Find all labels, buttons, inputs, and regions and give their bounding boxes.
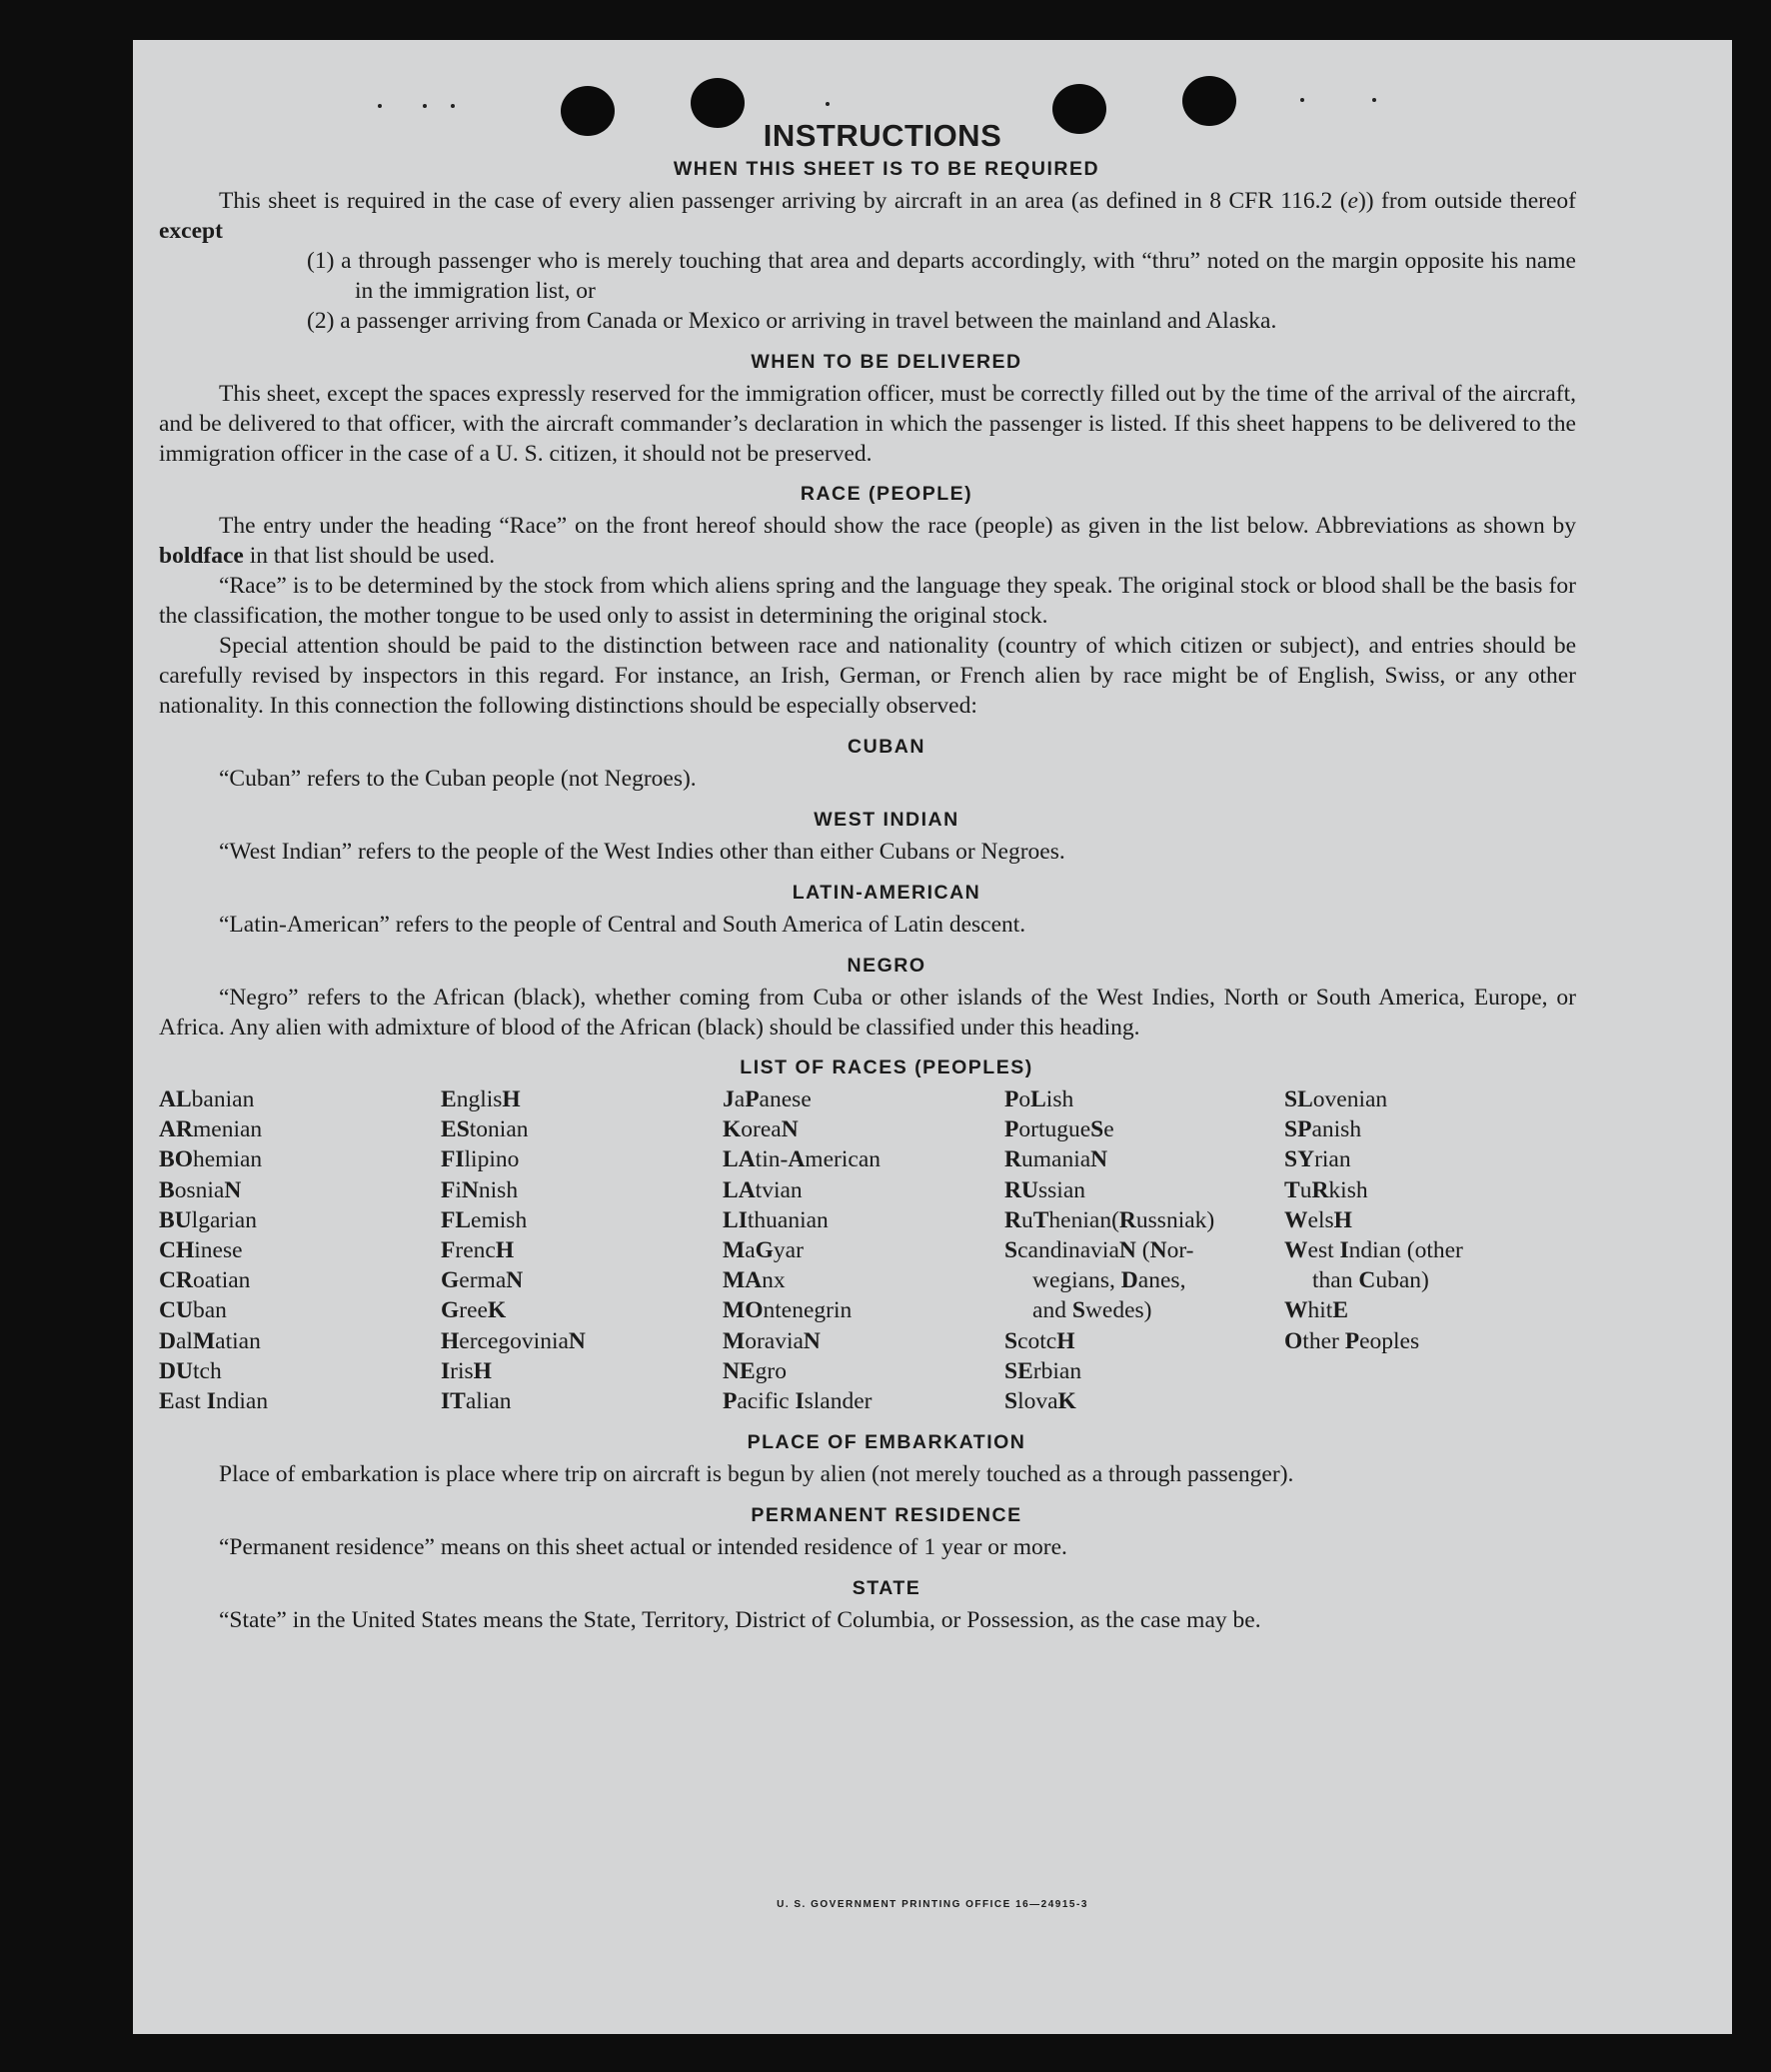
race-entry: and Swedes) xyxy=(1032,1297,1152,1324)
race-entry: CRoatian xyxy=(159,1267,251,1294)
negro-text: “Negro” refers to the African (black), whether coming from Cuba or other islands of the West Indies, North or South America, Europe, or Africa. Any alien with admixture of blood of the African (black) should be classified under this heading. xyxy=(159,985,1576,1040)
race-entry: HercegoviniaN xyxy=(441,1327,586,1354)
race-entry: West Indian (other xyxy=(1284,1237,1463,1264)
document-sheet xyxy=(133,40,1732,2034)
race-entry: CUban xyxy=(159,1297,227,1324)
race-entry: wegians, Danes, xyxy=(1032,1267,1186,1294)
embarkation-text: Place of embarkation is place where trip on aircraft is begun by alien (not merely touched as a through passenger). xyxy=(219,1461,1294,1488)
race-entry: TuRkish xyxy=(1284,1176,1368,1203)
required-intro-except: except xyxy=(159,218,223,244)
race-entry: MoraviaN xyxy=(723,1327,821,1354)
race-entry: ITalian xyxy=(441,1388,512,1415)
race-entry: Other Peoples xyxy=(1284,1327,1420,1354)
race-p3: Special attention should be paid to the distinction between race and nationality (country of which citizen or subject), and entries should be carefully revised by inspectors in this regard. For instance, an Irish, German, or French alien by race might be of English, Swiss, or any other nationality. In this connection the following distinctions should be especially observed: xyxy=(159,633,1576,719)
race-entry: CHinese xyxy=(159,1237,243,1264)
race-entry: Pacific Islander xyxy=(723,1388,873,1415)
race-entry: RumaniaN xyxy=(1004,1146,1108,1173)
race-entry: MaGyar xyxy=(723,1237,804,1264)
required-item-1: (1) a through passenger who is merely touching that area and departs accordingly, with “thru” noted on the margin opposite his name in the immigration list, or xyxy=(307,248,1576,304)
race-entry: IrisH xyxy=(441,1357,492,1384)
race-column xyxy=(723,1084,1004,1416)
west-indian-text: “West Indian” refers to the people of the West Indies other than either Cubans or Negroes. xyxy=(219,839,1065,865)
section-heading-latin-american: LATIN-AMERICAN xyxy=(792,882,981,904)
speck xyxy=(1372,98,1376,102)
race-p1-a: The entry under the heading “Race” on the front hereof should show the race (people) as given in the list below. Abbreviations as shown by xyxy=(219,513,1576,539)
race-entry: EnglisH xyxy=(441,1086,521,1112)
race-entry: FLemish xyxy=(441,1206,528,1233)
race-entry: SErbian xyxy=(1004,1357,1082,1384)
speck xyxy=(378,104,382,108)
race-entry: RuThenian(Russniak) xyxy=(1004,1206,1215,1233)
race-entry: SlovaK xyxy=(1004,1388,1076,1415)
race-p2: “Race” is to be determined by the stock from which aliens spring and the language they speak. The original stock or blood shall be the basis for the classification, the mother tongue to be used only to assist in determining the original stock. xyxy=(159,573,1576,629)
race-entry: LAtvian xyxy=(723,1176,803,1203)
required-intro-e: e xyxy=(1347,188,1358,214)
race-entry: BosniaN xyxy=(159,1176,242,1203)
race-entry: LAtin-American xyxy=(723,1146,881,1173)
section-heading-race: RACE (PEOPLE) xyxy=(800,483,973,505)
page-title: INSTRUCTIONS xyxy=(763,118,1002,153)
race-list xyxy=(159,1084,1584,1416)
section-heading-state: STATE xyxy=(852,1577,921,1600)
required-intro-b: )) from outside thereof xyxy=(1357,188,1576,214)
race-entry: KoreaN xyxy=(723,1116,799,1143)
race-entry: ARmenian xyxy=(159,1116,263,1143)
race-entry: DalMatian xyxy=(159,1327,261,1354)
residence-text: “Permanent residence” means on this sheet actual or intended residence of 1 year or more. xyxy=(219,1534,1067,1561)
race-entry: ScotcH xyxy=(1004,1327,1075,1354)
required-intro xyxy=(159,186,1576,246)
speck xyxy=(451,104,455,108)
race-entry: PortugueSe xyxy=(1004,1116,1114,1143)
race-p1-b: in that list should be used. xyxy=(243,543,496,569)
race-entry: MOntenegrin xyxy=(723,1297,853,1324)
state-text: “State” in the United States means the State, Territory, District of Columbia, or Possession, as the case may be. xyxy=(219,1607,1261,1634)
section-heading-west-indian: WEST INDIAN xyxy=(814,809,959,831)
race-p1 xyxy=(159,511,1576,571)
race-entry: SYrian xyxy=(1284,1146,1351,1173)
race-column xyxy=(1004,1084,1284,1416)
required-item-2: (2) a passenger arriving from Canada or Mexico or arriving in travel between the mainland and Alaska. xyxy=(307,308,1277,334)
race-entry: BOhemian xyxy=(159,1146,263,1173)
race-entry: JaPanese xyxy=(723,1086,812,1112)
race-column xyxy=(159,1084,441,1416)
race-entry: WhitE xyxy=(1284,1297,1348,1324)
race-entry: GreeK xyxy=(441,1297,507,1324)
race-entry: BUlgarian xyxy=(159,1206,257,1233)
race-entry: East Indian xyxy=(159,1388,269,1415)
section-heading-races-list: LIST OF RACES (PEOPLES) xyxy=(740,1056,1033,1078)
race-entry: FrencH xyxy=(441,1237,515,1264)
race-entry: WelsH xyxy=(1284,1206,1352,1233)
race-entry: EStonian xyxy=(441,1116,529,1143)
printing-office-footer: U. S. GOVERNMENT PRINTING OFFICE 16—24915-3 xyxy=(777,1899,1088,1910)
race-column xyxy=(441,1084,723,1416)
cuban-text: “Cuban” refers to the Cuban people (not Negroes). xyxy=(219,766,697,792)
race-column xyxy=(1284,1084,1584,1416)
race-entry: FiNnish xyxy=(441,1176,519,1203)
speck xyxy=(826,102,830,106)
race-entry: NEgro xyxy=(723,1357,787,1384)
race-p1-bold: boldface xyxy=(159,543,244,569)
race-entry: SPanish xyxy=(1284,1116,1362,1143)
speck xyxy=(1300,98,1304,102)
race-entry: ALbanian xyxy=(159,1086,255,1112)
race-entry: DUtch xyxy=(159,1357,222,1384)
race-entry: than Cuban) xyxy=(1312,1267,1429,1294)
race-entry: MAnx xyxy=(723,1267,786,1294)
race-entry: ScandinaviaN (Nor- xyxy=(1004,1237,1194,1264)
section-heading-required: WHEN THIS SHEET IS TO BE REQUIRED xyxy=(673,158,1100,180)
race-entry: LIthuanian xyxy=(723,1206,829,1233)
section-heading-cuban: CUBAN xyxy=(848,736,925,758)
section-heading-embarkation: PLACE OF EMBARKATION xyxy=(747,1431,1026,1454)
latin-american-text: “Latin-American” refers to the people of Central and South America of Latin descent. xyxy=(219,912,1026,938)
race-entry: RUssian xyxy=(1004,1176,1085,1203)
race-entry: GermaN xyxy=(441,1267,524,1294)
race-entry: SLovenian xyxy=(1284,1086,1388,1112)
required-intro-a: This sheet is required in the case of every alien passenger arriving by aircraft in an area (as defined in 8 CFR 116.2 ( xyxy=(219,188,1348,214)
speck xyxy=(423,104,427,108)
section-heading-negro: NEGRO xyxy=(847,955,926,977)
section-heading-residence: PERMANENT RESIDENCE xyxy=(751,1504,1022,1527)
race-entry: FIlipino xyxy=(441,1146,520,1173)
section-heading-delivered: WHEN TO BE DELIVERED xyxy=(751,351,1022,373)
race-entry: PoLish xyxy=(1004,1086,1074,1112)
delivered-text: This sheet, except the spaces expressly reserved for the immigration officer, must be correctly filled out by the time of the arrival of the aircraft, and be delivered to that officer, with the aircraft commander’s declaration in which the passenger is listed. If this sheet happens to be delivered to the immigration officer in the case of a U. S. citizen, it should not be preserved. xyxy=(159,381,1576,467)
instructions-body xyxy=(159,116,1576,1635)
